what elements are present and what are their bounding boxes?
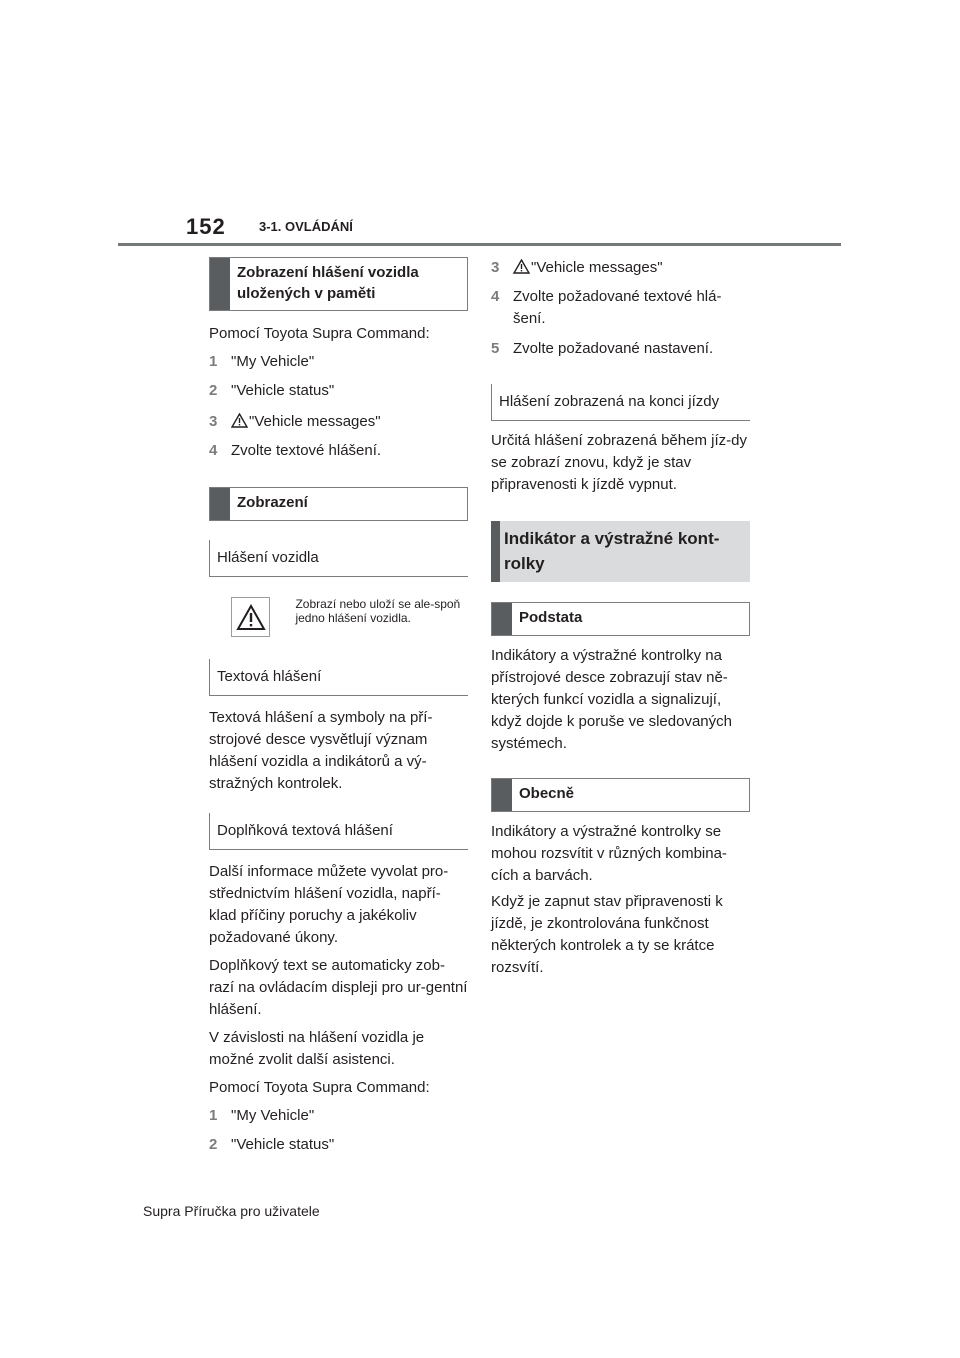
warning-triangle-icon — [513, 259, 530, 274]
paragraph: Indikátory a výstražné kontrolky se mohou rozsvítit v různých kombina-cích a barvách. — [491, 823, 727, 884]
right-column — [491, 257, 750, 979]
section-heading-label: Zobrazení — [237, 494, 308, 511]
footer-text: Supra Příručka pro uživatele — [143, 1203, 320, 1219]
list-item — [491, 257, 750, 279]
step-list — [209, 1105, 468, 1156]
list-item — [209, 351, 468, 373]
section-heading-label: Obecně — [519, 785, 575, 802]
step-number: 4 — [491, 288, 500, 305]
chapter-heading-indicators — [491, 521, 750, 582]
section-heading-label: Zobrazení hlášení vozidla uložených v paměti — [237, 264, 419, 302]
warning-triangle-icon — [236, 604, 266, 631]
step-text: Zvolte požadované nastavení. — [513, 340, 714, 357]
list-item — [209, 1134, 468, 1156]
icon-cell — [231, 597, 270, 637]
subheading-vehicle-messages: Hlášení vozidla — [209, 540, 468, 577]
step-text: "My Vehicle" — [231, 353, 315, 370]
step-text: "My Vehicle" — [231, 1107, 315, 1124]
list-item — [491, 338, 750, 360]
section-heading-general — [491, 778, 750, 812]
step-text: "Vehicle status" — [231, 1136, 335, 1153]
section-heading-display — [209, 487, 468, 521]
header-rule — [118, 243, 841, 246]
paragraph: Další informace můžete vyvolat pro-střednictvím hlášení vozidla, napří-klad příčiny poruchy a jakékoliv požadované úkony. — [209, 863, 449, 946]
left-column — [209, 257, 468, 1156]
section-heading-stored-messages — [209, 257, 468, 311]
list-item — [209, 411, 468, 433]
step-number: 4 — [209, 442, 218, 459]
subheading-additional-text-messages: Doplňková textová hlášení — [209, 813, 468, 850]
paragraph: Pomocí Toyota Supra Command: — [209, 1079, 430, 1096]
step-number: 2 — [209, 382, 218, 399]
list-item — [491, 286, 750, 330]
paragraph: Indikátory a výstražné kontrolky na přístrojové desce zobrazují stav ně-kterých funkcí vozidla a signalizují, když dojde k poruše ve sledovaných systémech. — [491, 647, 732, 752]
step-number: 3 — [209, 413, 218, 430]
step-text: "Vehicle status" — [231, 382, 335, 399]
list-item — [209, 1105, 468, 1127]
paragraph: Doplňkový text se automaticky zob-razí na ovládacím displeji pro ur-gentní hlášení. — [209, 957, 468, 1018]
chapter-title: 3-1. OVLÁDÁNÍ — [259, 219, 353, 234]
paragraph: Když je zapnut stav připravenosti k jízdě, je zkontrolována funkčnost některých kontrolek a ty se krátce rozsvítí. — [491, 893, 723, 976]
step-number: 5 — [491, 340, 500, 357]
paragraph: Pomocí Toyota Supra Command: — [209, 325, 430, 342]
section-heading-principle — [491, 602, 750, 636]
step-text: "Vehicle messages" — [531, 259, 663, 276]
warning-triangle-icon — [231, 413, 248, 428]
section-heading-label: Podstata — [519, 609, 583, 626]
list-item — [209, 440, 468, 462]
chapter-heading-label: Indikátor a výstražné kont-rolky — [504, 529, 720, 573]
icon-legend-row — [231, 597, 468, 637]
step-number: 1 — [209, 353, 218, 370]
paragraph: V závislosti na hlášení vozidla je možné zvolit další asistenci. — [209, 1029, 425, 1068]
paragraph: Určitá hlášení zobrazená během jíz-dy se zobrazí znovu, když je stav připravenosti k jízdě vypnut. — [491, 432, 747, 493]
step-number: 2 — [209, 1136, 218, 1153]
paragraph: Textová hlášení a symboly na pří-strojové desce vysvětlují význam hlášení vozidla a indikátorů a vý-stražných kontrolek. — [209, 709, 433, 792]
list-item — [209, 380, 468, 402]
subheading-text-messages: Textová hlášení — [209, 659, 468, 696]
subheading-end-of-trip-messages: Hlášení zobrazená na konci jízdy — [491, 384, 750, 421]
icon-description: Zobrazí nebo uloží se ale-spoň jedno hlášení vozidla. — [295, 597, 461, 625]
step-list — [491, 257, 750, 360]
step-list — [209, 351, 468, 462]
step-text: Zvolte textové hlášení. — [231, 442, 382, 459]
page-number: 152 — [186, 214, 226, 239]
step-text: "Vehicle messages" — [249, 413, 381, 430]
step-number: 3 — [491, 259, 500, 276]
step-number: 1 — [209, 1107, 218, 1124]
step-text: Zvolte požadované textové hlá-šení. — [513, 288, 722, 327]
